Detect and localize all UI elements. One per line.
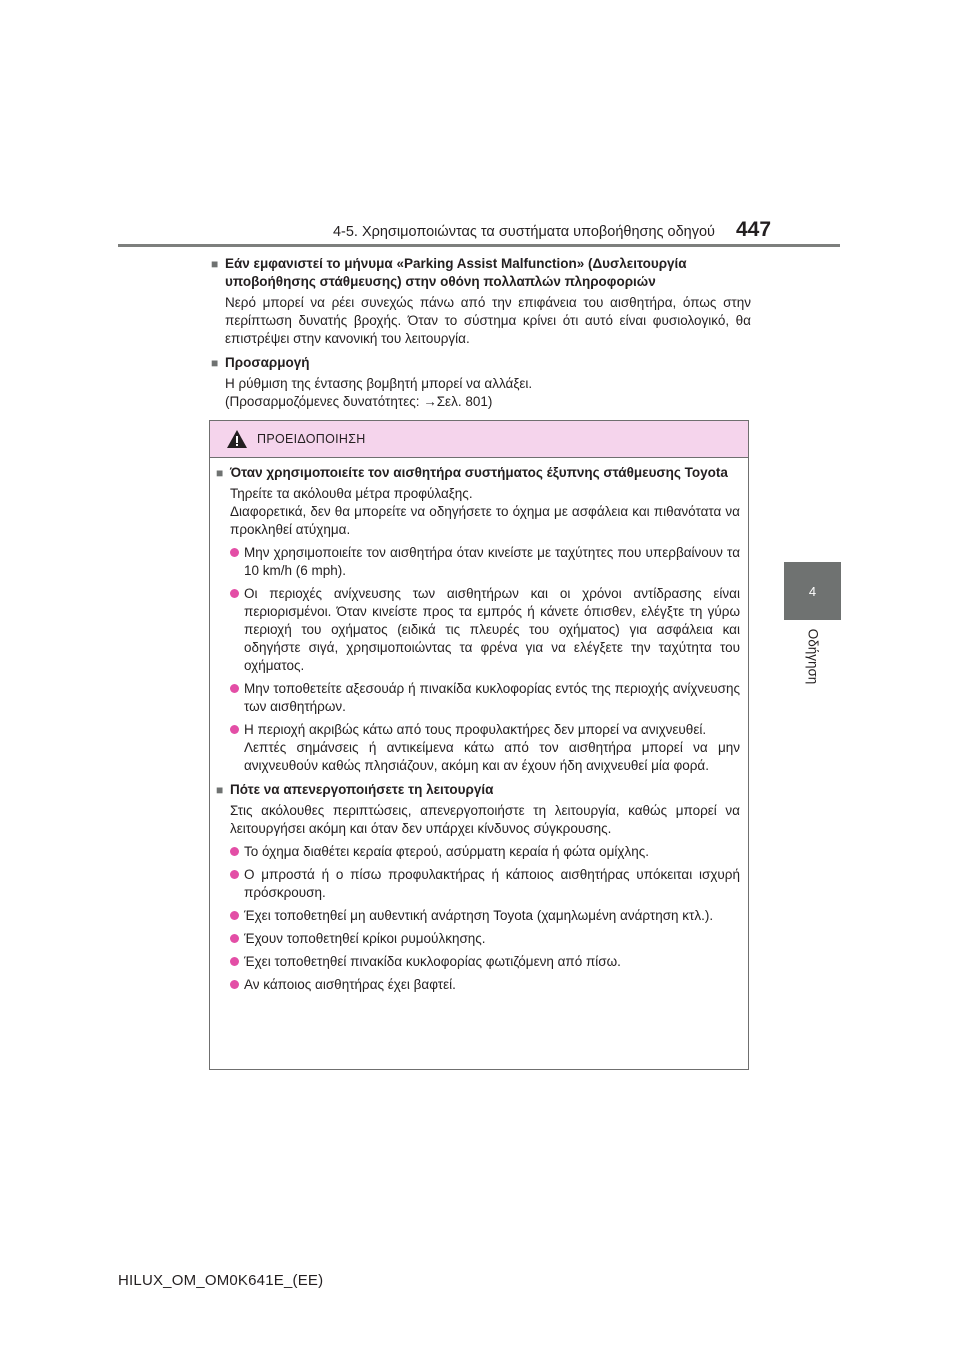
circle-bullet-icon <box>230 870 239 879</box>
page-reference: (Προσαρμοζόμενες δυνατότητες: →Σελ. 801) <box>225 394 493 409</box>
section-paragraph: Νερό μπορεί να ρέει συνεχώς πάνω από την επιφάνεια του αισθητήρα, όπως στην περίπτωση δυνατής βροχής. Όταν το σύστημα κρίνει ότι αυτό είναι φυσιολογικό, θα επιστρέψει στην κανονική του λειτουργία. <box>225 295 751 346</box>
main-content <box>211 255 751 417</box>
circle-bullet-icon <box>230 725 239 734</box>
square-bullet-icon: ■ <box>216 783 224 797</box>
list-item: Αν κάποιος αισθητήρας έχει βαφτεί. <box>230 976 740 994</box>
circle-bullet-icon <box>230 934 239 943</box>
list-item: Το όχημα διαθέτει κεραία φτερού, ασύρματη κεραία ή φώτα ομίχλης. <box>230 843 740 861</box>
chapter-number: 4 <box>808 583 817 599</box>
header-title: 4-5. Χρησιμοποιώντας τα συστήματα υποβοήθησης οδηγού <box>332 224 715 240</box>
footer-code: HILUX_OM_OM0K641E_(EE) <box>118 1272 324 1289</box>
warning-paragraph: Στις ακόλουθες περιπτώσεις, απενεργοποιήστε τη λειτουργία, καθώς μπορεί να λειτουργήσει ακόμη και όταν δεν υπάρχει κίνδυνος σύγκρουσης. <box>230 803 740 836</box>
warning-label: ΠΡΟΕΙΔΟΠΟΙΗΣΗ <box>257 432 366 446</box>
warning-box <box>209 420 749 1070</box>
circle-bullet-icon <box>230 957 239 966</box>
warning-section-usage <box>216 464 740 775</box>
section-paragraph: Η ρύθμιση της έντασης βομβητή μπορεί να αλλάξει. <box>225 376 533 391</box>
chapter-tab <box>784 562 841 620</box>
warning-heading: Πότε να απενεργοποιήσετε τη λειτουργία <box>230 782 494 797</box>
list-item: Έχει τοποθετηθεί πινακίδα κυκλοφορίας φωτιζόμενη από πίσω. <box>230 953 740 971</box>
warning-body <box>210 458 748 994</box>
list-item: Έχουν τοποθετηθεί κρίκοι ρυμούλκησης. <box>230 930 740 948</box>
warning-section-deactivate <box>216 781 740 994</box>
list-item: Οι περιοχές ανίχνευσης των αισθητήρων και οι χρόνοι αντίδρασης είναι περιορισμένοι. Όταν κινείστε προς τα εμπρός ή κάνετε όπισθεν, ελέγξτε τη γύρω περιοχή του οχήματος (ειδικά τις πλευρές του οχήματος) για ασφάλεια και οδηγήστε σιγά, χρησιμοποιώντας τα φρένα για να ελέγξετε την ταχύτητα του οχήματος. <box>230 585 740 675</box>
circle-bullet-icon <box>230 684 239 693</box>
square-bullet-icon: ■ <box>211 356 219 370</box>
circle-bullet-icon <box>230 847 239 856</box>
list-item: Μην τοποθετείτε αξεσουάρ ή πινακίδα κυκλοφορίας εντός της περιοχής ανίχνευσης των αισθητήρων. <box>230 680 740 716</box>
section-heading: Προσαρμογή <box>225 355 310 370</box>
section-customization <box>211 354 751 411</box>
list-item: Η περιοχή ακριβώς κάτω από τους προφυλακτήρες δεν μπορεί να ανιχνευθεί. Λεπτές σημάνσεις ή αντικείμενα κάτω από τον αισθητήρα μπορεί να μην ανιχνευθούν καθώς πλησιάζουν, ακόμη και αν έχουν ήδη ανιχνευθεί μία φορά. <box>230 721 740 775</box>
circle-bullet-icon <box>230 589 239 598</box>
list-item: Ο μπροστά ή ο πίσω προφυλακτήρας ή κάποιος αισθητήρας υπόκειται ισχυρή πρόσκρουση. <box>230 866 740 902</box>
warning-triangle-icon <box>226 429 248 449</box>
section-heading: Εάν εμφανιστεί το μήνυμα «Parking Assist Malfunction» (Δυσλειτουργία υποβοήθησης στάθμευσης) στην οθόνη πολλαπλών πληροφοριών <box>225 256 687 289</box>
warning-header <box>210 421 748 458</box>
circle-bullet-icon <box>230 980 239 989</box>
warning-heading: Όταν χρησιμοποιείτε τον αισθητήρα συστήματος έξυπνης στάθμευσης Toyota <box>230 465 728 480</box>
warning-paragraph: Τηρείτε τα ακόλουθα μέτρα προφύλαξης. <box>230 486 473 501</box>
header-rule <box>118 244 840 247</box>
square-bullet-icon: ■ <box>211 257 219 271</box>
square-bullet-icon: ■ <box>216 466 224 480</box>
list-item: Έχει τοποθετηθεί μη αυθεντική ανάρτηση Toyota (χαμηλωμένη ανάρτηση κτλ.). <box>230 907 740 925</box>
circle-bullet-icon <box>230 911 239 920</box>
list-item: Μην χρησιμοποιείτε τον αισθητήρα όταν κινείστε με ταχύτητες που υπερβαίνουν τα 10 km/h (6 mph). <box>230 544 740 580</box>
chapter-label-text: Οδήγηση <box>805 628 820 684</box>
circle-bullet-icon <box>230 548 239 557</box>
chapter-label <box>784 620 841 692</box>
warning-paragraph: Διαφορετικά, δεν θα μπορείτε να οδηγήσετε το όχημα με ασφάλεια και πιθανότατα να προκληθεί ατύχημα. <box>230 504 740 537</box>
page-number: 447 <box>736 218 772 241</box>
section-malfunction <box>211 255 751 348</box>
